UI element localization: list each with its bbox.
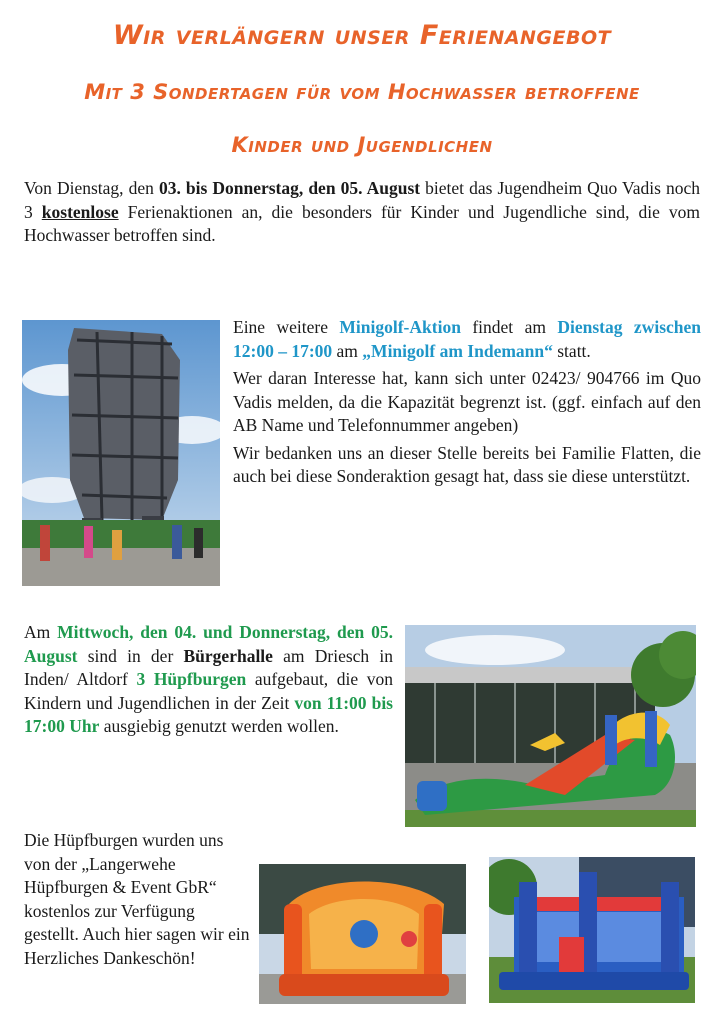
- subheadline: Mit 3 Sondertagen für vom Hochwasser betroffene: [84, 80, 640, 104]
- sponsor-paragraph: Die Hüpfburgen wurden uns von der „Langerwehe Hüpfburgen & Event GbR“ kostenlos zur Verfügung gestellt. Auch hier sagen wir ein Herzliches Dankeschön!: [24, 830, 250, 968]
- indemann-tower-photo: [22, 320, 220, 586]
- intro-dates: 03. bis Donnerstag, den 05. August: [158, 178, 421, 198]
- blue-bouncy-castle-photo: [489, 857, 695, 1003]
- minigolf-thanks: Wir bedanken uns an dieser Stelle bereits bei Familie Flatten, die auch bei diese Sonderaktion gesagt hat, dass sie diese unterstützt.: [233, 442, 701, 486]
- minigolf-contact: Wer daran Interesse hat, kann sich unter 02423/ 904766 im Quo Vadis melden, da die Kapazität begrenzt ist. (ggf. einfach auf den AB Name und Telefonnummer angeben): [233, 368, 701, 435]
- minigolf-time: Dienstag zwischen 12:00 – 17:00: [233, 317, 702, 361]
- huepfburg-venue: Bürgerhalle: [183, 645, 273, 666]
- minigolf-intro: Eine weitere Minigolf-Aktion findet am Dienstag zwischen 12:00 – 17:00 am „Minigolf am Indemann“ statt.: [233, 317, 702, 361]
- subheadline-2: Kinder und Jugendlichen: [231, 133, 493, 157]
- huepfburg-count: 3 Hüpfburgen: [136, 669, 247, 689]
- intro-free: kostenlose: [41, 201, 119, 222]
- huepfburg-time: von 11:00 bis 17:00 Uhr: [24, 692, 393, 736]
- orange-bouncy-castle-photo: [259, 864, 466, 1004]
- crocodile-bouncy-castle-photo: [405, 625, 696, 827]
- minigolf-section: [233, 316, 701, 493]
- minigolf-location: „Minigolf am Indemann“: [362, 340, 553, 361]
- headline: Wir verlängern unser Ferienangebot: [112, 20, 612, 51]
- huepfburg-dates: Mittwoch, den 04. und Donnerstag, den 05. August: [24, 622, 393, 666]
- intro-paragraph: Von Dienstag, den 03. bis Donnerstag, den 05. August bietet das Jugendheim Quo Vadis noch 3 kostenlose Ferienaktionen an, die besonders für Kinder und Jugendliche sind, die vom Hochwasser betroffen sind.: [24, 178, 700, 245]
- minigolf-action: Minigolf-Aktion: [339, 317, 461, 337]
- huepfburg-paragraph: Am Mittwoch, den 04. und Donnerstag, den 05. August sind in der Bürgerhalle am Driesch in Inden/ Altdorf 3 Hüpfburgen aufgebaut, die von Kindern und Jugendlichen in der Zeit von 11:00 bis 17:00 Uhr ausgiebig genutzt werden wollen.: [24, 622, 394, 736]
